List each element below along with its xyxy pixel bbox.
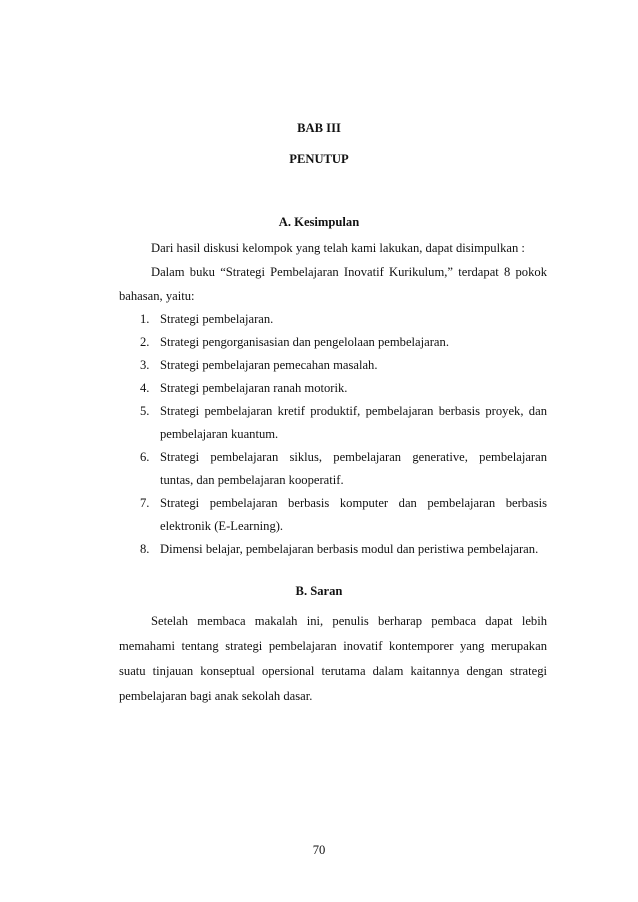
list-item-text: Strategi pengorganisasian dan pengelolaan pembelajaran. <box>160 335 449 349</box>
section-b-line-1: Setelah membaca makalah ini, penulis berharap pembaca dapat lebih <box>151 614 547 628</box>
section-a-intro: Dari hasil diskusi kelompok yang telah kami lakukan, dapat disimpulkan : <box>151 241 525 255</box>
list-item-text: Strategi pembelajaran pemecahan masalah. <box>160 358 378 372</box>
section-a-heading: A. Kesimpulan <box>278 215 360 229</box>
section-a-paragraph-line-1: Dalam buku “Strategi Pembelajaran Inovatif Kurikulum,” terdapat 8 pokok <box>151 265 547 279</box>
list-item-text-continued: elektronik (E-Learning). <box>160 519 284 533</box>
section-b-line-2: memahami tentang strategi pembelajaran inovatif kontemporer yang merupakan <box>119 639 547 653</box>
list-item-text: Strategi pembelajaran siklus, pembelajaran generative, pembelajaran <box>160 450 547 464</box>
list-item-text-continued: pembelajaran kuantum. <box>160 427 279 441</box>
chapter-label: BAB III <box>297 121 341 135</box>
section-b-heading: B. Saran <box>295 584 343 598</box>
list-item-text: Strategi pembelajaran berbasis komputer dan pembelajaran berbasis <box>160 496 547 510</box>
list-item-number: 6. <box>140 450 150 464</box>
list-item-text: Strategi pembelajaran. <box>160 312 274 326</box>
chapter-title: PENUTUP <box>289 152 349 166</box>
page-number: 70 <box>312 843 326 857</box>
section-b-line-3: suatu tinjauan konseptual opersional terutama dalam kaitannya dengan strategi <box>119 664 547 678</box>
list-item-number: 7. <box>140 496 150 510</box>
list-item-text: Strategi pembelajaran ranah motorik. <box>160 381 348 395</box>
list-item-number: 1. <box>140 312 150 326</box>
list-item-number: 5. <box>140 404 150 418</box>
list-item-number: 2. <box>140 335 150 349</box>
list-item-text: Dimensi belajar, pembelajaran berbasis modul dan peristiwa pembelajaran. <box>160 542 539 556</box>
list-item-text-continued: tuntas, dan pembelajaran kooperatif. <box>160 473 344 487</box>
section-a-paragraph-line-2: bahasan, yaitu: <box>119 289 195 303</box>
list-item-number: 3. <box>140 358 150 372</box>
list-item-number: 8. <box>140 542 150 556</box>
list-item-text: Strategi pembelajaran kretif produktif, pembelajaran berbasis proyek, dan <box>160 404 547 418</box>
section-b-line-4: pembelajaran bagi anak sekolah dasar. <box>119 689 313 703</box>
list-item-number: 4. <box>140 381 150 395</box>
